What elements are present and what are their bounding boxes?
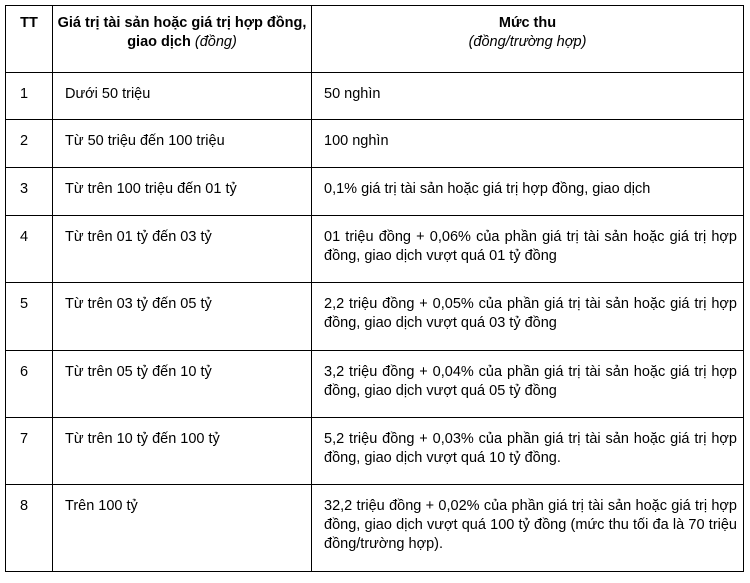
row-tt: 4 [6,216,53,283]
table-row [6,216,744,283]
row-value: Từ trên 10 tỷ đến 100 tỷ [53,418,312,485]
table-header-row [6,6,744,73]
table-row [6,485,744,572]
table-row [6,120,744,168]
row-value: Từ trên 100 triệu đến 01 tỷ [53,168,312,216]
row-fee: 5,2 triệu đồng + 0,03% của phần giá trị tài sản hoặc giá trị hợp đồng, giao dịch vượt quá 10 tỷ đồng. [312,418,744,485]
table-row [6,283,744,351]
header-value-label: Giá trị tài sản hoặc giá trị hợp đồng, giao dịch [57,15,307,50]
header-tt-label: TT [20,15,38,31]
table-row [6,73,744,120]
header-value [53,6,312,73]
header-fee-label: Mức thu [498,15,557,31]
table-row [6,418,744,485]
row-tt: 6 [6,351,53,418]
header-fee-note: (đồng/trường hợp) [468,34,587,50]
row-fee: 32,2 triệu đồng + 0,02% của phần giá trị tài sản hoặc giá trị hợp đồng, giao dịch vượt quá 100 tỷ đồng (mức thu tối đa là 70 triệu đồng/trường hợp). [312,485,744,572]
row-tt: 3 [6,168,53,216]
header-value-note: (đồng) [194,34,237,50]
row-value: Từ trên 05 tỷ đến 10 tỷ [53,351,312,418]
table-row [6,168,744,216]
row-tt: 1 [6,73,53,120]
row-tt: 2 [6,120,53,168]
header-fee [312,6,744,73]
row-fee: 2,2 triệu đồng + 0,05% của phần giá trị tài sản hoặc giá trị hợp đồng, giao dịch vượt quá 03 tỷ đồng [312,283,744,351]
row-value: Trên 100 tỷ [53,485,312,572]
row-fee: 100 nghìn [312,120,744,168]
row-fee: 50 nghìn [312,73,744,120]
header-tt [6,6,53,73]
row-value: Từ trên 01 tỷ đến 03 tỷ [53,216,312,283]
row-value: Dưới 50 triệu [53,73,312,120]
row-value: Từ trên 03 tỷ đến 05 tỷ [53,283,312,351]
row-fee: 0,1% giá trị tài sản hoặc giá trị hợp đồng, giao dịch [312,168,744,216]
row-tt: 8 [6,485,53,572]
table-row [6,351,744,418]
row-fee: 01 triệu đồng + 0,06% của phần giá trị tài sản hoặc giá trị hợp đồng, giao dịch vượt quá 01 tỷ đồng [312,216,744,283]
row-tt: 5 [6,283,53,351]
fee-table [5,5,744,572]
row-tt: 7 [6,418,53,485]
row-value: Từ 50 triệu đến 100 triệu [53,120,312,168]
row-fee: 3,2 triệu đồng + 0,04% của phần giá trị tài sản hoặc giá trị hợp đồng, giao dịch vượt quá 05 tỷ đồng [312,351,744,418]
